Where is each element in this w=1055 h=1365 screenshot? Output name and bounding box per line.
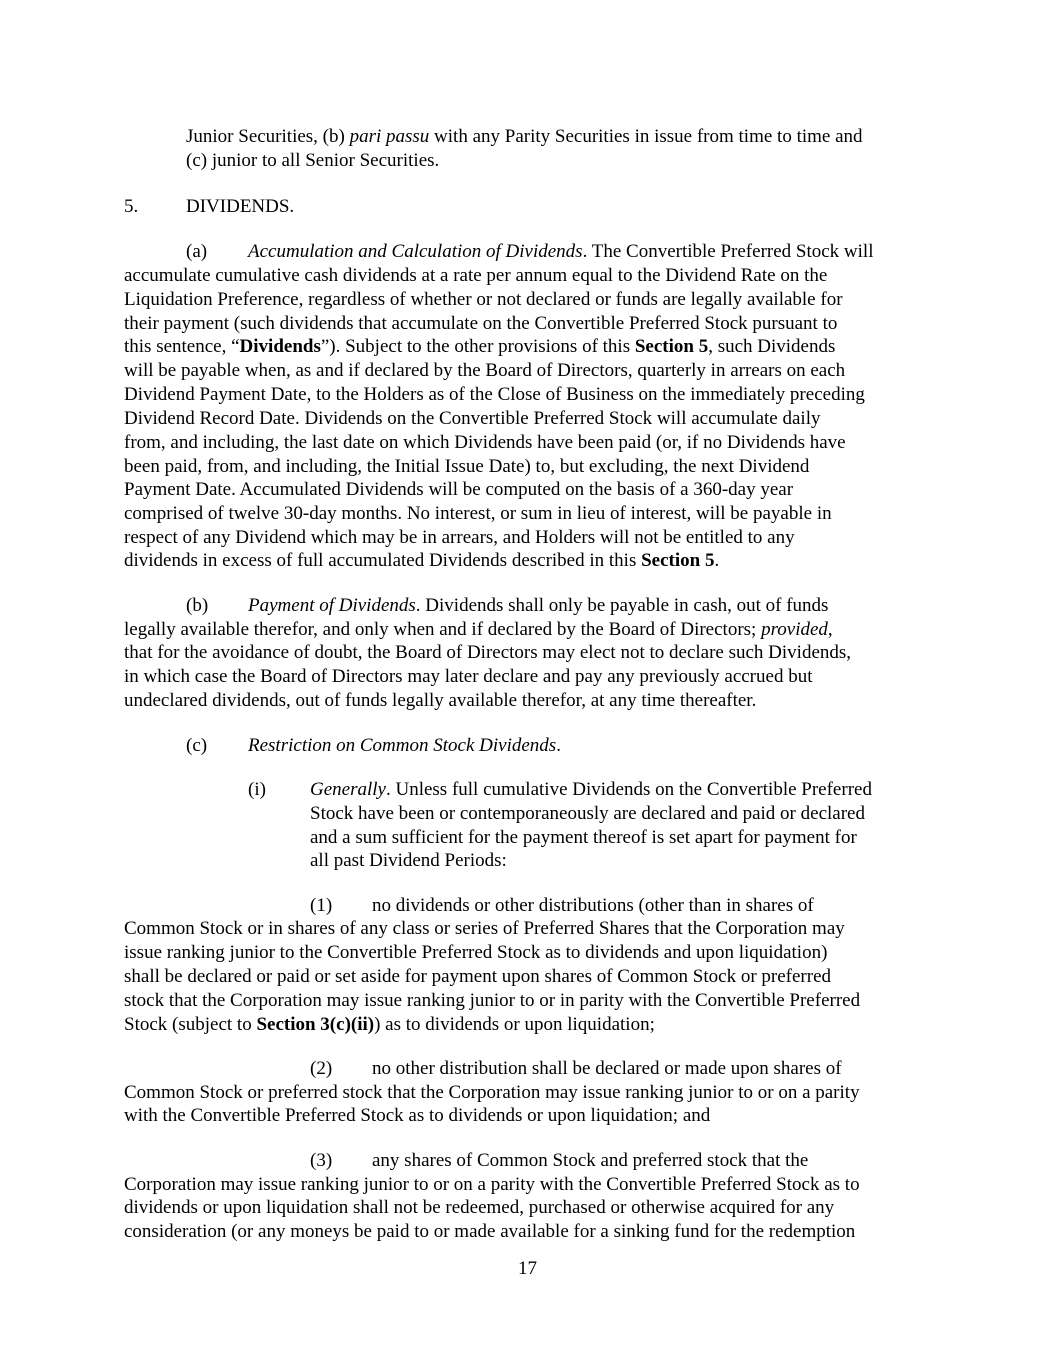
para-a-label: (a)	[186, 241, 208, 262]
para-a-line-4: their payment (such dividends that accumulate on the Convertible Preferred Stock pursuant to	[124, 313, 838, 334]
para-a-line-9: from, and including, the last date on which Dividends have been paid (or, if no Dividends have	[124, 432, 846, 453]
para-ci-line-4: all past Dividend Periods:	[310, 850, 507, 871]
para-a-line-8: Dividend Record Date. Dividends on the Convertible Preferred Stock will accumulate daily	[124, 408, 821, 429]
item-1-line-1: no dividends or other distributions (other than in shares of	[372, 895, 814, 916]
item-1-line-6: Stock (subject to Section 3(c)(ii)) as to dividends or upon liquidation;	[124, 1014, 655, 1035]
para-a-line-5: this sentence, “Dividends”). Subject to the other provisions of this Section 5, such Dividends	[124, 336, 836, 357]
para-b-heading: Payment of Dividends	[248, 595, 416, 616]
para-a-line-2: accumulate cumulative cash dividends at a rate per annum equal to the Dividend Rate on the	[124, 265, 828, 286]
para-a-line-11: Payment Date. Accumulated Dividends will be computed on the basis of a 360-day year	[124, 479, 794, 500]
para-a-line-13: respect of any Dividend which may be in arrears, and Holders will not be entitled to any	[124, 527, 795, 548]
item-1-line-2: Common Stock or in shares of any class or series of Preferred Shares that the Corporation may	[124, 918, 845, 939]
item-2-line-3: with the Convertible Preferred Stock as to dividends or upon liquidation; and	[124, 1105, 711, 1126]
para-c-heading: Restriction on Common Stock Dividends.	[248, 735, 561, 756]
para-ci-label: (i)	[248, 779, 266, 800]
item-3-line-1: any shares of Common Stock and preferred stock that the	[372, 1150, 809, 1171]
section-5-heading	[124, 195, 138, 219]
item-1-line-3: issue ranking junior to the Convertible Preferred Stock as to dividends and upon liquidation)	[124, 942, 828, 963]
para-a-line-12: comprised of twelve 30-day months. No interest, or sum in lieu of interest, will be payable in	[124, 503, 832, 524]
para-a-line-14: dividends in excess of full accumulated Dividends described in this Section 5.	[124, 550, 720, 571]
para-a-line-3: Liquidation Preference, regardless of whether or not declared or funds are legally available for	[124, 289, 843, 310]
item-3-label: (3)	[310, 1150, 333, 1171]
item-1-label: (1)	[310, 895, 333, 916]
para-ci-heading: Generally	[310, 779, 386, 800]
para-ci-line-1: Generally. Unless full cumulative Dividends on the Convertible Preferred	[310, 779, 872, 800]
item-2-line-2: Common Stock or preferred stock that the Corporation may issue ranking junior to or on a parity	[124, 1082, 860, 1103]
item-1-line-4: shall be declared or paid or set aside for payment upon shares of Common Stock or preferred	[124, 966, 831, 987]
item-2-line-1: no other distribution shall be declared or made upon shares of	[372, 1058, 842, 1079]
item-3-line-2: Corporation may issue ranking junior to or on a parity with the Convertible Preferred Stock as to	[124, 1174, 860, 1195]
para-b-label: (b)	[186, 595, 209, 616]
item-3-line-3: dividends or upon liquidation shall not be redeemed, purchased or otherwise acquired for any	[124, 1197, 835, 1218]
item-2-label: (2)	[310, 1058, 333, 1079]
para-a-heading: Accumulation and Calculation of Dividends	[248, 241, 583, 262]
para-ci-line-2: Stock have been or contemporaneously are declared and paid or declared	[310, 803, 865, 824]
intro-line-2: (c) junior to all Senior Securities.	[186, 150, 440, 171]
para-b-line-2: legally available therefor, and only when and if declared by the Board of Directors; provided,	[124, 619, 833, 640]
section-5-title: DIVIDENDS.	[186, 196, 295, 217]
item-3-line-4: consideration (or any moneys be paid to or made available for a sinking fund for the redemption	[124, 1221, 856, 1242]
para-a-line-10: been paid, from, and including, the Initial Issue Date) to, but excluding, the next Dividend	[124, 456, 810, 477]
para-b-line-4: in which case the Board of Directors may later declare and pay any previously accrued but	[124, 666, 813, 687]
intro-line-1: Junior Securities, (b) pari passu with any Parity Securities in issue from time to time and	[186, 126, 863, 147]
para-b-line-3: that for the avoidance of doubt, the Board of Directors may elect not to declare such Dividends,	[124, 642, 852, 663]
para-a-line-1: Accumulation and Calculation of Dividends. The Convertible Preferred Stock will	[248, 241, 874, 262]
para-c-label: (c)	[186, 735, 208, 756]
para-b-line-1: Payment of Dividends. Dividends shall only be payable in cash, out of funds	[248, 595, 829, 616]
para-b-line-5: undeclared dividends, out of funds legally available therefor, at any time thereafter.	[124, 690, 757, 711]
para-ci-line-3: and a sum sufficient for the payment thereof is set apart for payment for	[310, 827, 857, 848]
page-number: 17	[518, 1258, 537, 1279]
item-1-line-5: stock that the Corporation may issue ranking junior to or in parity with the Convertible Preferred	[124, 990, 861, 1011]
section-number: 5.	[124, 196, 139, 217]
para-a-line-7: Dividend Payment Date, to the Holders as of the Close of Business on the immediately preceding	[124, 384, 865, 405]
para-a-line-6: will be payable when, as and if declared by the Board of Directors, quarterly in arrears on each	[124, 360, 846, 381]
